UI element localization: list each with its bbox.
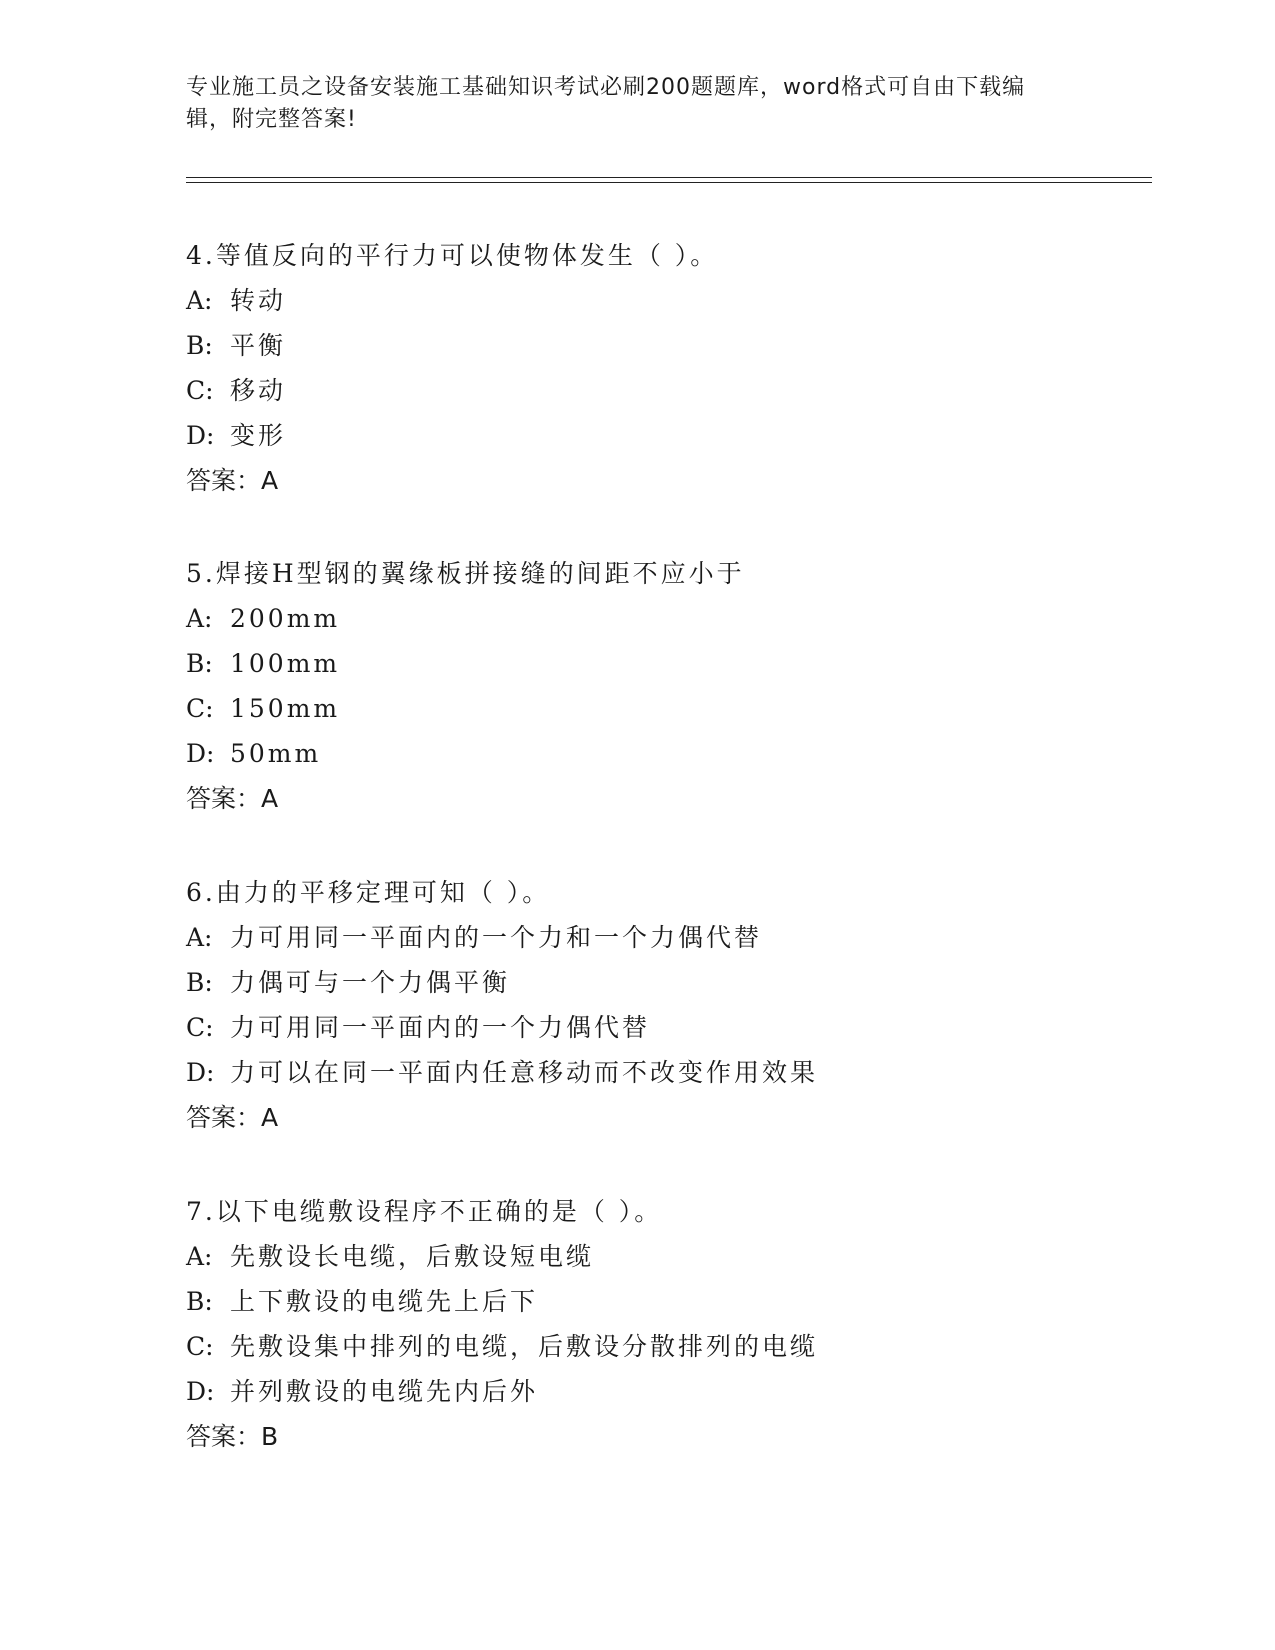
option-letter: C: <box>186 376 214 405</box>
question-4 <box>186 233 1086 503</box>
option-text: 平衡 <box>230 331 287 360</box>
option-a <box>186 1234 1086 1279</box>
option-letter: B: <box>186 331 213 360</box>
option-b <box>186 1279 1086 1324</box>
header-divider-bottom <box>186 182 1152 183</box>
option-text: 力偶可与一个力偶平衡 <box>230 968 511 997</box>
option-text: 力可用同一平面内的一个力偶代替 <box>230 1013 651 1042</box>
option-text: 并列敷设的电缆先内后外 <box>230 1377 539 1406</box>
option-text: 力可用同一平面内的一个力和一个力偶代替 <box>230 923 763 952</box>
option-letter: B: <box>186 968 213 997</box>
option-letter: D: <box>186 1058 215 1087</box>
question-5 <box>186 551 1086 821</box>
option-letter: A: <box>186 286 213 315</box>
option-a <box>186 915 1086 960</box>
option-b <box>186 323 1086 368</box>
option-letter: C: <box>186 694 214 723</box>
answer-line: 答案：A <box>186 784 279 813</box>
question-6 <box>186 870 1086 1140</box>
option-d <box>186 413 1086 458</box>
option-b <box>186 641 1086 686</box>
option-letter: A: <box>186 923 213 952</box>
option-c <box>186 1005 1086 1050</box>
option-c <box>186 368 1086 413</box>
option-text: 100mm <box>230 649 341 678</box>
option-text: 先敷设长电缆，后敷设短电缆 <box>230 1242 595 1271</box>
option-letter: B: <box>186 649 213 678</box>
question-stem: 7.以下电缆敷设程序不正确的是（ ）。 <box>186 1197 663 1226</box>
question-7 <box>186 1189 1086 1459</box>
option-letter: B: <box>186 1287 213 1316</box>
option-a <box>186 278 1086 323</box>
question-stem: 4.等值反向的平行力可以使物体发生（ ）。 <box>186 241 719 270</box>
option-text: 200mm <box>230 604 341 633</box>
option-c <box>186 686 1086 731</box>
header-divider-top <box>186 177 1152 178</box>
answer-line: 答案：A <box>186 1103 279 1132</box>
option-d <box>186 1050 1086 1095</box>
option-text: 50mm <box>230 739 322 768</box>
option-text: 先敷设集中排列的电缆，后敷设分散排列的电缆 <box>230 1332 819 1361</box>
option-a <box>186 596 1086 641</box>
option-letter: C: <box>186 1013 214 1042</box>
option-text: 变形 <box>230 421 287 450</box>
option-text: 力可以在同一平面内任意移动而不改变作用效果 <box>230 1058 819 1087</box>
question-stem: 5.焊接H型钢的翼缘板拼接缝的间距不应小于 <box>186 559 745 588</box>
option-letter: D: <box>186 1377 215 1406</box>
option-text: 移动 <box>230 376 287 405</box>
option-b <box>186 960 1086 1005</box>
option-letter: C: <box>186 1332 214 1361</box>
option-text: 上下敷设的电缆先上后下 <box>230 1287 539 1316</box>
option-c <box>186 1324 1086 1369</box>
answer-line: 答案：A <box>186 466 279 495</box>
document-header: 专业施工员之设备安装施工基础知识考试必刷200题题库，word格式可自由下载编辑，附完整答案! <box>186 75 1026 132</box>
option-letter: A: <box>186 1242 213 1271</box>
option-text: 150mm <box>230 694 341 723</box>
option-d <box>186 731 1086 776</box>
option-letter: A: <box>186 604 213 633</box>
option-letter: D: <box>186 421 215 450</box>
option-letter: D: <box>186 739 215 768</box>
option-d <box>186 1369 1086 1414</box>
option-text: 转动 <box>230 286 287 315</box>
answer-line: 答案：B <box>186 1422 279 1451</box>
question-stem: 6.由力的平移定理可知（ ）。 <box>186 878 551 907</box>
